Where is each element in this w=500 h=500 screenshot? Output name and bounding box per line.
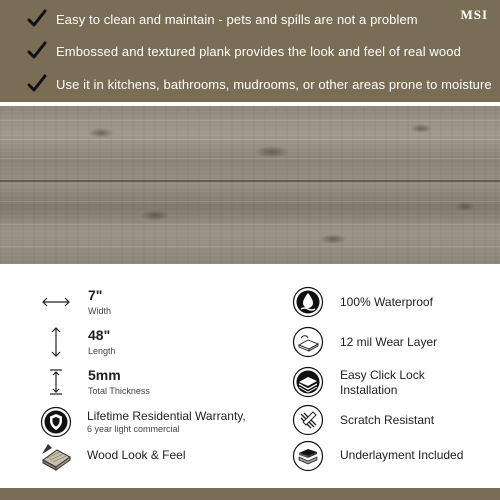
spec-width <box>40 286 240 322</box>
length-label: Length <box>88 346 116 356</box>
feature-row <box>0 70 500 100</box>
feature-text: Embossed and textured plank provides the look and feel of real wood <box>56 44 461 59</box>
shield-icon <box>40 406 72 438</box>
checkmark-icon <box>27 9 47 29</box>
length-value: 48" <box>88 327 111 343</box>
spec-scratch <box>292 404 492 440</box>
spec-warranty <box>40 406 270 442</box>
wood-look-label: Wood Look & Feel <box>87 448 186 462</box>
brand-logo: MSI <box>460 7 488 22</box>
spec-length <box>40 326 240 362</box>
water-drop-icon <box>292 286 324 318</box>
width-value: 7" <box>88 287 103 303</box>
features-band <box>0 0 500 102</box>
spec-click-lock <box>292 366 492 402</box>
feature-row <box>0 5 500 35</box>
wear-layer-label: 12 mil Wear Layer <box>340 335 438 349</box>
checkmark-icon <box>27 41 47 61</box>
click-lock-icon <box>292 366 324 398</box>
feature-text: Use it in kitchens, bathrooms, mudrooms, or other areas prone to moisture <box>56 77 492 92</box>
waterproof-label: 100% Waterproof <box>340 295 433 309</box>
spec-thickness <box>40 366 240 402</box>
warranty-line2: 6 year light commercial <box>87 424 180 434</box>
wood-plank-image <box>0 106 500 264</box>
scratch-icon <box>292 404 324 436</box>
feature-row <box>0 37 500 67</box>
scratch-label: Scratch Resistant <box>340 413 435 427</box>
checkmark-icon <box>27 74 47 94</box>
click-lock-line2: Installation <box>340 383 398 397</box>
feature-text: Easy to clean and maintain - pets and spills are not a problem <box>56 12 418 27</box>
spec-wood-look <box>40 440 240 476</box>
click-lock-line1: Easy Click Lock <box>340 368 425 382</box>
thickness-value: 5mm <box>88 367 121 383</box>
underlayment-label: Underlayment Included <box>340 448 464 462</box>
bottom-band <box>0 488 500 500</box>
thickness-label: Total Thickness <box>88 386 150 396</box>
width-label: Width <box>88 306 112 316</box>
spec-waterproof <box>292 286 492 322</box>
underlayment-icon <box>292 440 324 472</box>
thickness-icon <box>40 366 72 398</box>
wear-layer-icon <box>292 326 324 358</box>
wood-plank-icon <box>40 440 72 472</box>
vertical-arrow-icon <box>40 326 72 358</box>
spec-underlayment <box>292 440 492 476</box>
spec-wear-layer <box>292 326 492 362</box>
horizontal-arrow-icon <box>40 286 72 318</box>
warranty-line1: Lifetime Residential Warranty, <box>87 409 246 423</box>
